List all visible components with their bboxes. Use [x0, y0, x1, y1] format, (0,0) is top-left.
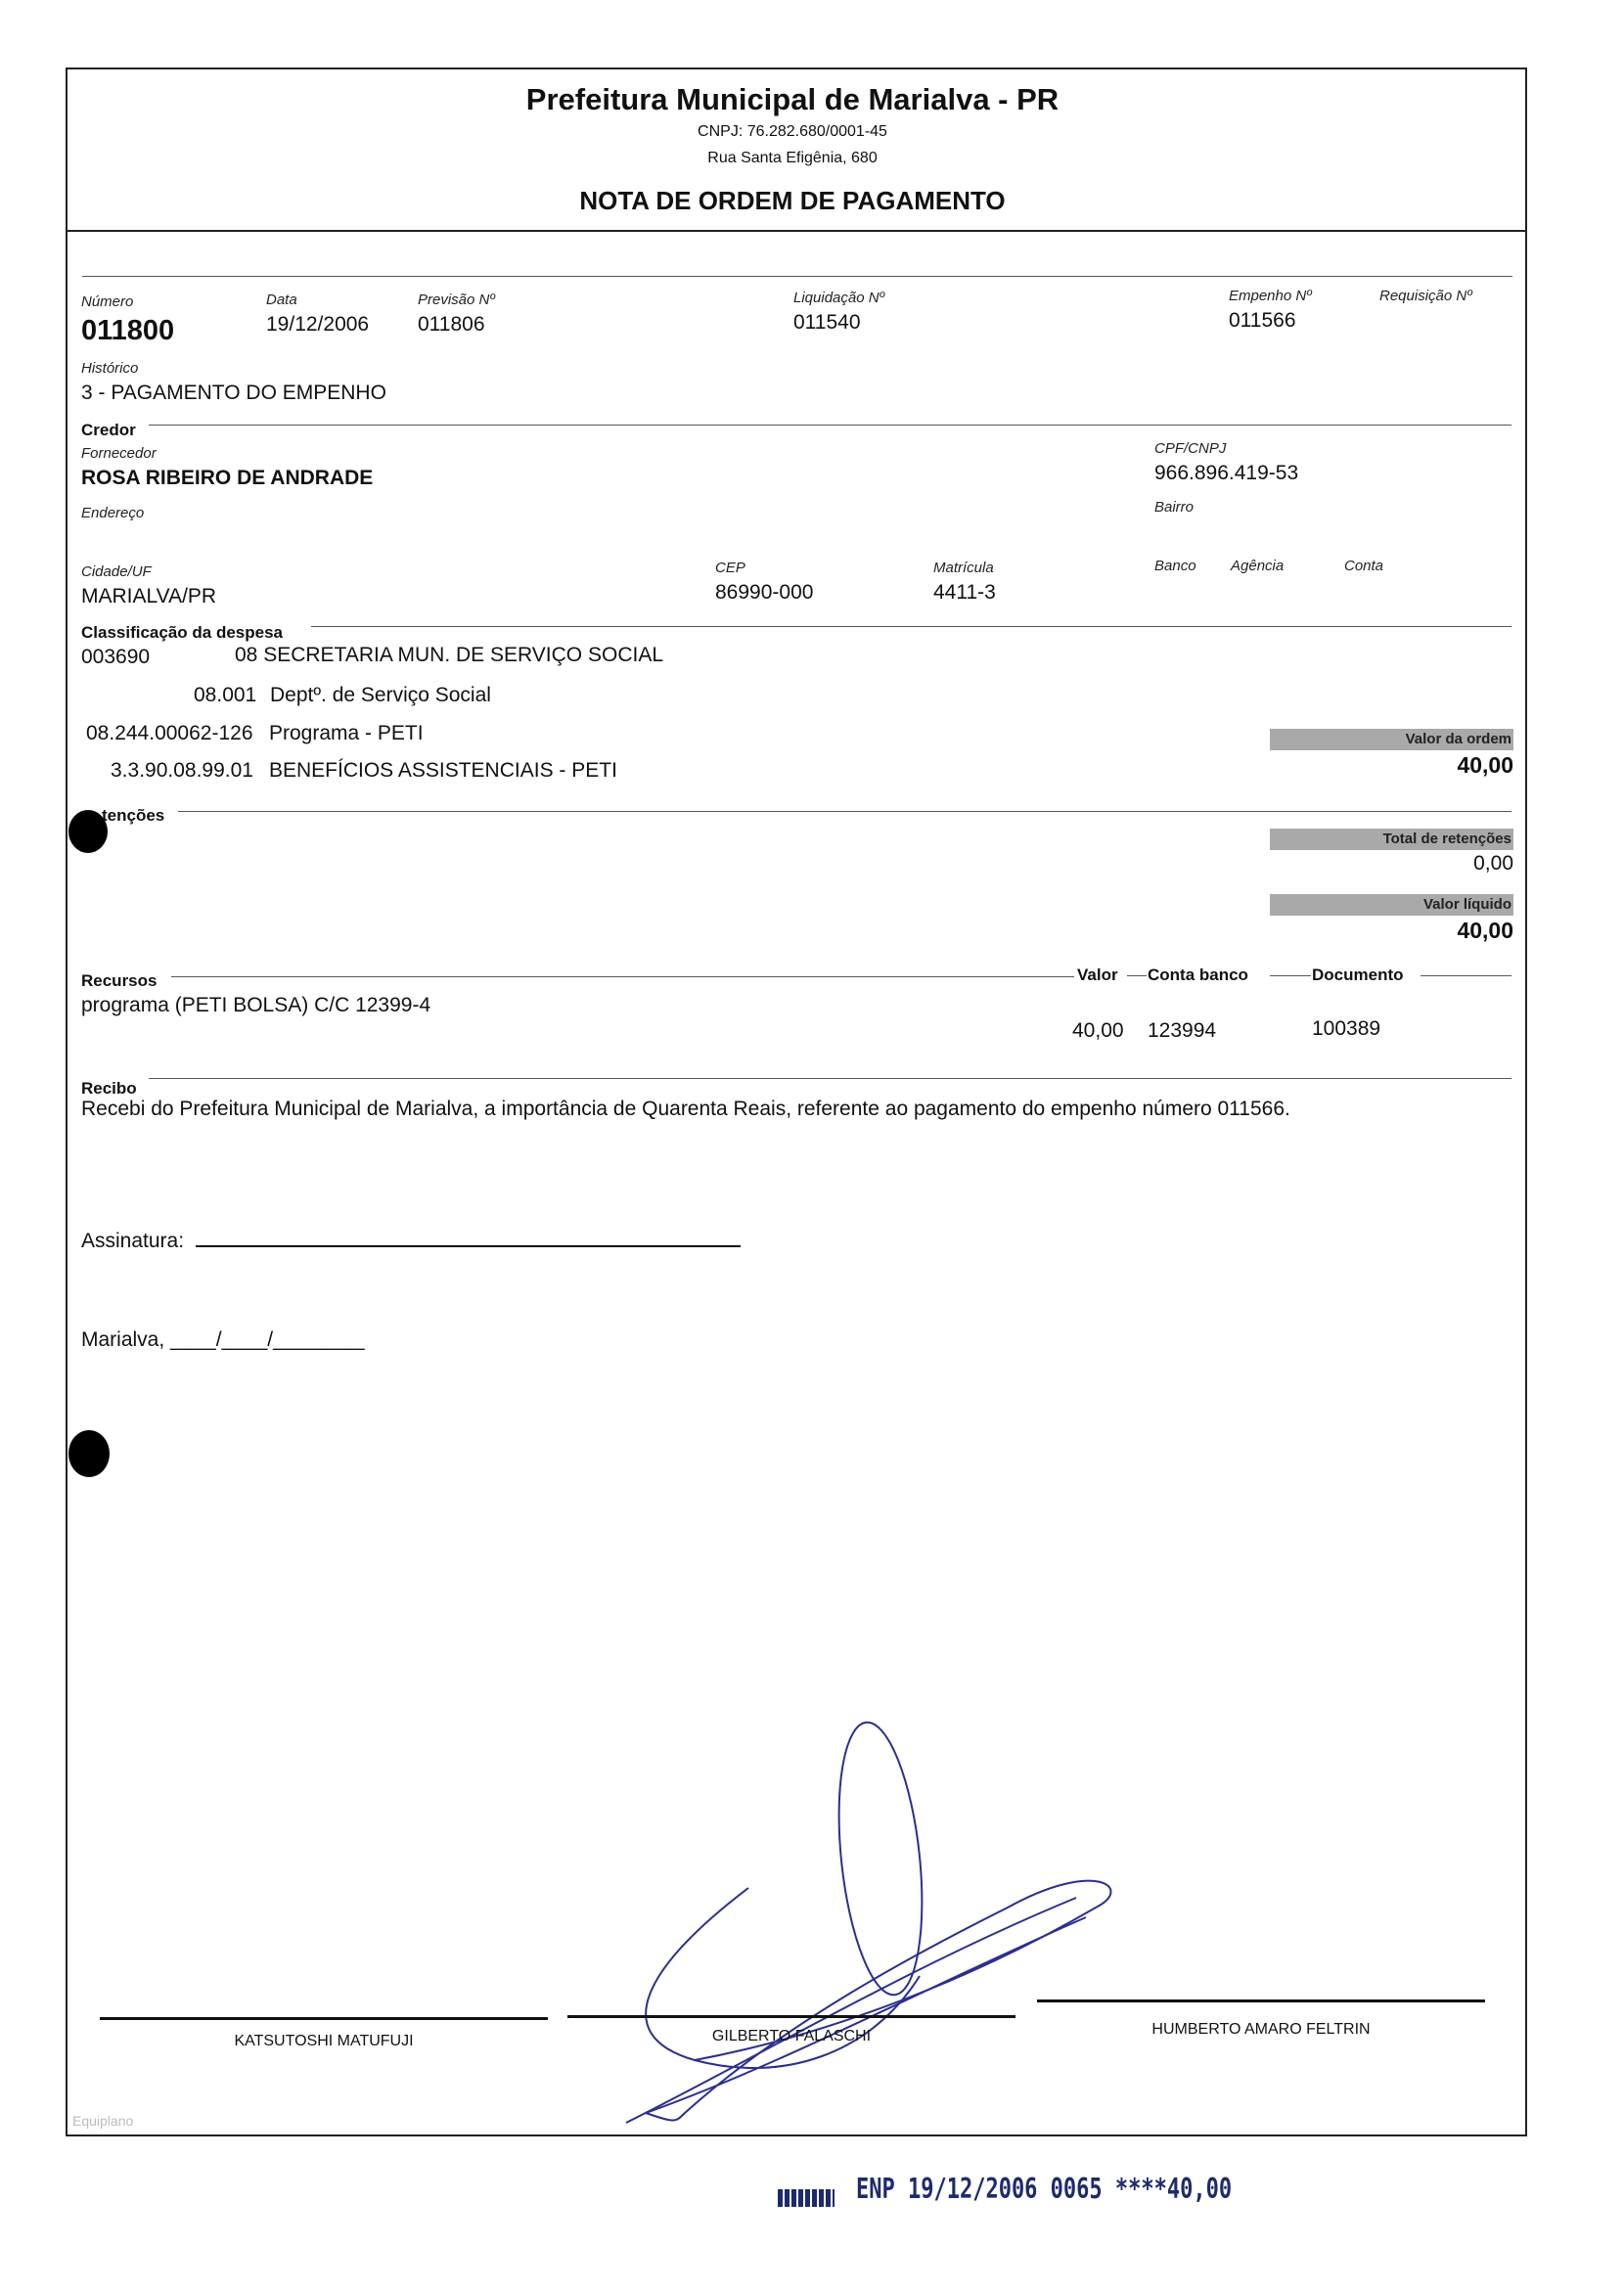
header-divider [66, 230, 1527, 232]
cep-value: 86990-000 [715, 581, 814, 604]
recibo-section: Recibo [81, 1079, 137, 1098]
numero-value: 011800 [81, 315, 175, 346]
matricula-label: Matrícula [933, 560, 994, 576]
conta-label: Conta [1344, 558, 1384, 574]
credor-rule [149, 425, 1511, 426]
recibo-rule [149, 1078, 1511, 1079]
recursos-section: Recursos [81, 971, 158, 990]
recursos-rule-3 [1270, 975, 1311, 976]
recursos-rule-4 [1421, 975, 1511, 976]
signature-name-2: GILBERTO FALASCHI [711, 2028, 872, 2044]
cnpj-text: CNPJ: 76.282.680/0001-45 [698, 123, 887, 140]
payment-stamp: ENP 19/12/2006 0065 ****40,00 [856, 2174, 1233, 2206]
numero-label: Número [81, 293, 134, 310]
valor-ordem-value: 40,00 [1457, 752, 1513, 778]
classificacao-rule [311, 626, 1511, 627]
recursos-conta: 123994 [1148, 1019, 1217, 1042]
historico-value: 3 - PAGAMENTO DO EMPENHO [81, 382, 386, 404]
retencoes-rule [178, 811, 1511, 812]
assinatura-label: Assinatura: [81, 1230, 185, 1252]
recursos-documento-label: Documento [1312, 966, 1404, 984]
class-code-1: 003690 [81, 646, 151, 668]
fornecedor-label: Fornecedor [81, 445, 157, 462]
class-text-1: 08 SECRETARIA MUN. DE SERVIÇO SOCIAL [235, 644, 664, 666]
cidade-label: Cidade/UF [81, 563, 152, 580]
retencoes-section: tenções [102, 806, 165, 825]
class-code-3: 08.244.00062-126 [86, 722, 253, 744]
punch-hole-2 [68, 1430, 110, 1477]
valor-ordem-label: Valor da ordem [1270, 729, 1513, 750]
software-watermark: Equiplano [72, 2113, 134, 2129]
empenho-value: 011566 [1229, 309, 1296, 332]
local-data-field: Marialva, ____/____/________ [81, 1328, 365, 1351]
classificacao-section: Classificação da despesa [81, 623, 284, 642]
liquidacao-label: Liquidação Nº [793, 290, 885, 306]
cidade-value: MARIALVA/PR [81, 585, 217, 607]
recursos-rule-2 [1127, 975, 1147, 976]
total-retencoes-value: 0,00 [1473, 852, 1513, 875]
data-label: Data [266, 292, 297, 308]
previsao-value: 011806 [418, 313, 485, 336]
liquidacao-value: 011540 [793, 311, 861, 334]
cep-label: CEP [715, 560, 745, 576]
total-retencoes-label: Total de retenções [1270, 829, 1513, 850]
class-code-2: 08.001 [194, 684, 257, 706]
banco-label: Banco [1154, 558, 1196, 574]
signature-line-3 [1037, 1999, 1485, 2002]
valor-liquido-value: 40,00 [1457, 918, 1513, 943]
recursos-valor: 40,00 [1072, 1019, 1124, 1042]
cpf-label: CPF/CNPJ [1154, 440, 1227, 457]
agencia-label: Agência [1231, 558, 1285, 574]
signature-name-1: KATSUTOSHI MATUFUJI [234, 2033, 414, 2049]
class-code-4: 3.3.90.08.99.01 [111, 759, 253, 782]
recursos-conta-label: Conta banco [1148, 966, 1248, 984]
endereco-label: Endereço [81, 505, 145, 521]
historico-label: Histórico [81, 360, 139, 377]
recursos-documento: 100389 [1312, 1017, 1381, 1040]
recursos-descricao: programa (PETI BOLSA) C/C 12399-4 [81, 994, 431, 1016]
recursos-valor-label: Valor [1077, 966, 1118, 984]
matricula-value: 4411-3 [933, 581, 996, 604]
class-text-3: Programa - PETI [269, 722, 424, 744]
requisicao-label: Requisição Nº [1379, 288, 1472, 304]
class-text-4: BENEFÍCIOS ASSISTENCIAIS - PETI [269, 759, 617, 782]
credor-section: Credor [81, 421, 136, 439]
class-text-2: Deptº. de Serviço Social [270, 684, 491, 706]
fornecedor-value: ROSA RIBEIRO DE ANDRADE [81, 467, 374, 489]
previsao-label: Previsão Nº [418, 292, 495, 308]
empenho-label: Empenho Nº [1229, 288, 1312, 304]
document-title: NOTA DE ORDEM DE PAGAMENTO [579, 186, 1006, 215]
signature-line-2 [567, 2015, 1015, 2018]
assinatura-line [196, 1245, 741, 1247]
handwritten-signature [587, 1712, 1135, 2142]
signature-name-3: HUMBERTO AMARO FELTRIN [1151, 2021, 1371, 2038]
recursos-rule [171, 976, 1074, 977]
ids-top-rule [82, 276, 1512, 277]
recibo-text: Recebi do Prefeitura Municipal de Marialva, a importância de Quarenta Reais, referente ao pagamento do empenho número 011566. [81, 1098, 1290, 1120]
signature-line-1 [100, 2017, 548, 2020]
data-value: 19/12/2006 [266, 313, 370, 336]
valor-liquido-label: Valor líquido [1270, 894, 1513, 916]
page-title: Prefeitura Municipal de Marialva - PR [525, 82, 1060, 116]
stamp-logo [778, 2189, 835, 2207]
address-text: Rua Santa Efigênia, 680 [707, 150, 878, 166]
bairro-label: Bairro [1154, 499, 1195, 516]
cpf-value: 966.896.419-53 [1154, 462, 1299, 484]
